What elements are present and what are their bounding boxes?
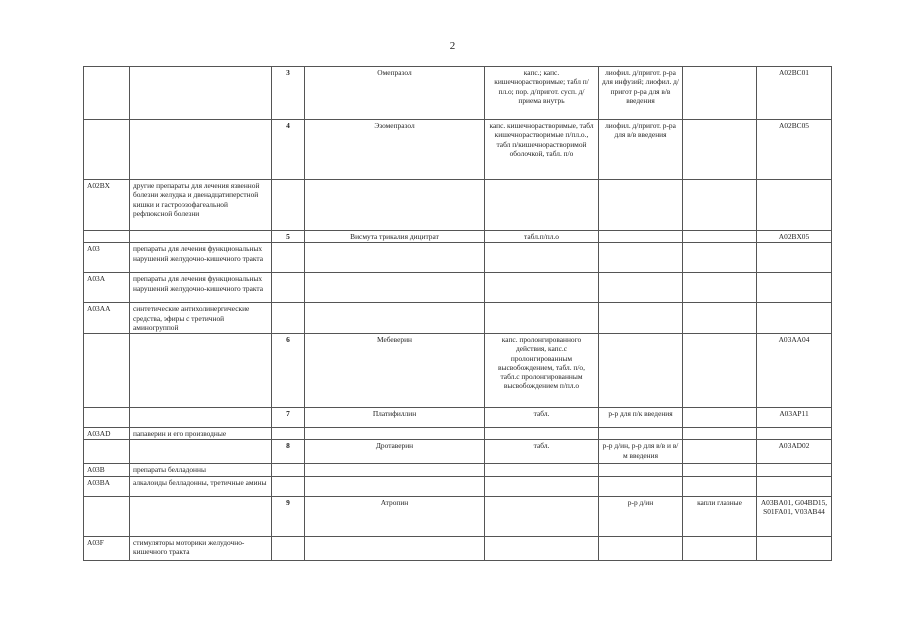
table-row [84,243,832,273]
atc-group-name [130,67,272,120]
drug-name [305,273,485,303]
drug-name [305,303,485,334]
drug-number [272,428,305,440]
dosage-form-oral [485,476,599,496]
table-row [84,120,832,180]
atc-group-code: A03AA [84,303,130,334]
atc-group-code [84,334,130,408]
drug-number [272,536,305,560]
atc-group-code: A03B [84,464,130,476]
atc-group-name: стимуляторы моторики желудочно-кишечного тракта [130,536,272,560]
dosage-form-other [683,464,757,476]
dosage-form-injection [599,334,683,408]
drug-number: 7 [272,408,305,428]
dosage-form-other [683,273,757,303]
drug-number: 8 [272,440,305,464]
dosage-form-other [683,440,757,464]
dosage-form-other [683,120,757,180]
drug-list-table [83,66,832,561]
atc-group-name: препараты для лечения функциональных нарушений желудочно-кишечного тракта [130,243,272,273]
atc-code [757,476,832,496]
drug-name [305,476,485,496]
dosage-form-other [683,243,757,273]
atc-group-code: A03A [84,273,130,303]
atc-group-code: A03BA [84,476,130,496]
drug-name: Платифиллин [305,408,485,428]
atc-code [757,536,832,560]
table-row [84,496,832,536]
atc-code: A02BC05 [757,120,832,180]
dosage-form-injection [599,464,683,476]
atc-group-name: другие препараты для лечения язвенной болезни желудка и двенадцатиперстной кишки и гастроэзофагеальной рефлюксной болезни [130,180,272,231]
table-row [84,476,832,496]
atc-code [757,303,832,334]
table-row [84,231,832,243]
dosage-form-injection: р-р д/ин [599,496,683,536]
atc-code [757,464,832,476]
drug-number [272,180,305,231]
atc-group-name [130,440,272,464]
drug-name: Эзомепразол [305,120,485,180]
drug-number [272,303,305,334]
atc-group-name [130,496,272,536]
table-row [84,334,832,408]
atc-code: A03AP11 [757,408,832,428]
drug-name [305,180,485,231]
dosage-form-oral [485,273,599,303]
atc-code: A03AA04 [757,334,832,408]
dosage-form-oral: капс. кишечнорастворимые, табл кишечнорастворимые п/пл.о., табл п/кишечнорастворимой оболочкой, табл. п/о [485,120,599,180]
drug-name [305,464,485,476]
atc-group-code: A02BX [84,180,130,231]
dosage-form-oral [485,536,599,560]
dosage-form-oral [485,428,599,440]
table-row [84,440,832,464]
dosage-form-injection [599,180,683,231]
dosage-form-injection [599,476,683,496]
atc-group-code [84,120,130,180]
dosage-form-other [683,180,757,231]
atc-code [757,180,832,231]
atc-group-name: препараты белладонны [130,464,272,476]
drug-number [272,464,305,476]
atc-group-name [130,334,272,408]
dosage-form-other [683,476,757,496]
atc-code [757,273,832,303]
dosage-form-oral [485,303,599,334]
dosage-form-injection [599,303,683,334]
dosage-form-other [683,408,757,428]
drug-name: Мебеверин [305,334,485,408]
atc-group-code [84,408,130,428]
table-row [84,180,832,231]
dosage-form-oral: капс. пролонгированного действия, капс.с пролонгированным высвобождением, табл. п/о, табл.с пролонгированным высвобождением п/пл.о [485,334,599,408]
table-row [84,428,832,440]
dosage-form-other [683,536,757,560]
drug-name: Атропин [305,496,485,536]
atc-group-code: A03F [84,536,130,560]
dosage-form-injection: р-р д/ин, р-р для в/в и в/м введения [599,440,683,464]
dosage-form-injection [599,536,683,560]
dosage-form-oral [485,496,599,536]
dosage-form-oral: табл. [485,440,599,464]
drug-number [272,243,305,273]
atc-code: A02BX05 [757,231,832,243]
table-row [84,273,832,303]
drug-name: Дротаверин [305,440,485,464]
atc-group-name [130,120,272,180]
dosage-form-other [683,231,757,243]
table-row [84,303,832,334]
atc-code: A02BC01 [757,67,832,120]
atc-group-name: препараты для лечения функциональных нарушений желудочно-кишечного тракта [130,273,272,303]
atc-code: A03BA01, G04BD15, S01FA01, V03AB44 [757,496,832,536]
atc-group-name: алкалоиды белладонны, третичные амины [130,476,272,496]
drug-number: 3 [272,67,305,120]
dosage-form-injection: лиофил. д/пригот. р-ра для инфузий; лиофил. д/пригот р-ра для в/в введения [599,67,683,120]
atc-group-code: A03AD [84,428,130,440]
table-row [84,464,832,476]
drug-name [305,536,485,560]
drug-number: 5 [272,231,305,243]
drug-number: 4 [272,120,305,180]
atc-group-code [84,496,130,536]
atc-group-name [130,231,272,243]
dosage-form-other [683,428,757,440]
dosage-form-other [683,334,757,408]
table-row [84,67,832,120]
dosage-form-oral: капс.; капс. кишечнорастворимые; табл п/пл.о; пор. д/пригот. сусп. д/приема внутрь [485,67,599,120]
drug-name: Висмута трикалия дицитрат [305,231,485,243]
table-row [84,408,832,428]
atc-code: A03AD02 [757,440,832,464]
drug-number [272,273,305,303]
dosage-form-injection: лиофил. д/пригот. р-ра для в/в введения [599,120,683,180]
drug-number: 9 [272,496,305,536]
atc-group-name: синтетические антихолинергические средства, эфиры с третичной аминогруппой [130,303,272,334]
drug-number [272,476,305,496]
dosage-form-oral: табл.п/пл.о [485,231,599,243]
dosage-form-injection [599,428,683,440]
atc-group-code: A03 [84,243,130,273]
dosage-form-oral [485,243,599,273]
atc-group-name [130,408,272,428]
atc-code [757,428,832,440]
dosage-form-other: капли глазные [683,496,757,536]
atc-group-code [84,440,130,464]
table-row [84,536,832,560]
dosage-form-other [683,67,757,120]
drug-name: Омепразол [305,67,485,120]
dosage-form-injection: р-р для п/к введения [599,408,683,428]
atc-group-code [84,231,130,243]
dosage-form-other [683,303,757,334]
dosage-form-oral: табл. [485,408,599,428]
drug-name [305,428,485,440]
dosage-form-oral [485,464,599,476]
atc-code [757,243,832,273]
drug-name [305,243,485,273]
dosage-form-injection [599,273,683,303]
drug-number: 6 [272,334,305,408]
atc-group-name: папаверин и его производные [130,428,272,440]
atc-group-code [84,67,130,120]
page-number: 2 [449,40,456,52]
dosage-form-injection [599,231,683,243]
dosage-form-injection [599,243,683,273]
dosage-form-oral [485,180,599,231]
